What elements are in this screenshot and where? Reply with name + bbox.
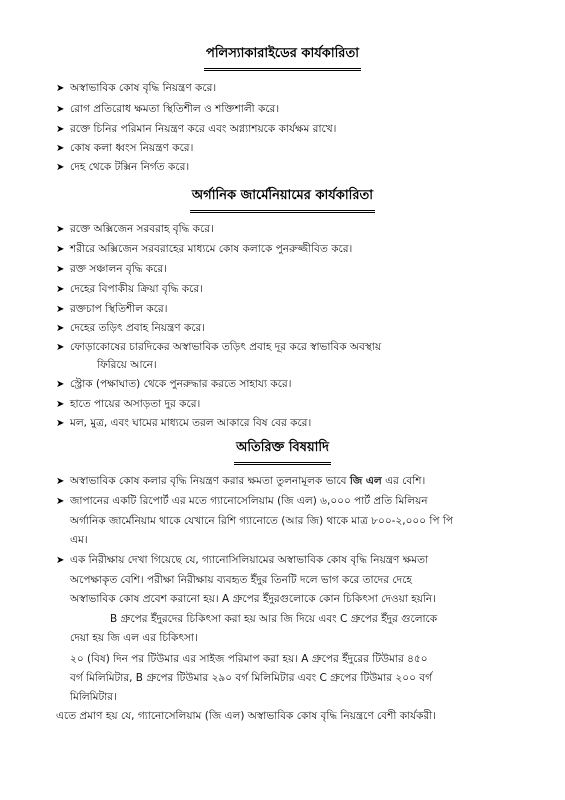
bullet-text: দেহের বিপাকীয় ক্রিয়া বৃদ্ধি করে।: [70, 283, 203, 295]
arrow-bullet-icon: ➤: [56, 342, 65, 353]
bullet-text: ফোড়াকোষের চারদিকের অস্বাভাবিক তড়িৎ প্রবাহ দূর করে স্বাভাবিক অবস্থায়: [70, 341, 382, 353]
arrow-bullet-icon: ➤: [56, 476, 65, 487]
arrow-bullet-icon: ➤: [56, 264, 65, 275]
bullet-item: [56, 141, 193, 156]
bullet-text: রক্তচাপ স্থিতিশীল করে।: [70, 303, 168, 315]
bullet-text: রোগ প্রতিরোধ ক্ষমতা স্থিতিশীল ও শক্তিশালী করে।: [70, 103, 280, 115]
bullet-item: [56, 340, 381, 355]
bullet-text: দেহ থেকে টক্সিন নির্গত করে।: [70, 161, 190, 173]
bullet-item: [56, 160, 189, 175]
arrow-bullet-icon: ➤: [56, 555, 65, 566]
arrow-bullet-icon: ➤: [56, 399, 65, 410]
bullet-text: হাতে পায়ের অসাড়তা দুর করে।: [70, 398, 201, 410]
paragraph-line: মিলিমিটার।: [70, 691, 117, 703]
bullet-item: [56, 474, 425, 489]
bullet-item: [56, 397, 200, 412]
arrow-bullet-icon: ➤: [56, 143, 65, 154]
paragraph-line: B গ্রুপের ইঁদুরদের চিকিৎসা করা হয় আর জি দিয়ে এবং C গ্রুপের ইঁদুর গুলোকে: [110, 613, 438, 625]
heading-text: অতিরিক্ত বিষয়াদি: [234, 438, 331, 465]
bullet-text: অস্বাভাবিক কোষ বৃদ্ধি নিয়ন্ত্রণ করে।: [70, 82, 217, 94]
paragraph-line: অপেক্ষাকৃত বেশি। পরীক্ষা নিরীক্ষায় ব্যবহৃত ইঁদুর তিনটি দলে ভাগ করে তাদের দেহে: [70, 574, 412, 586]
section-heading-polysaccharide: [0, 44, 565, 71]
bullet-item: [56, 494, 428, 509]
bullet-item: [56, 222, 214, 237]
arrow-bullet-icon: ➤: [56, 224, 65, 235]
arrow-bullet-icon: ➤: [56, 323, 65, 334]
conclusion-line: এতে প্রমাণ হয় যে, গ্যানোসেলিয়াম (জি এল) অস্বাভাবিক কোষ বৃদ্ধি নিয়ন্ত্রণে বেশী কার্যকরী।: [56, 710, 437, 722]
arrow-bullet-icon: ➤: [56, 244, 65, 255]
paragraph-line: দেয়া হয় জি এল এর চিকিৎসা।: [70, 632, 198, 644]
bullet-item: [56, 102, 279, 117]
arrow-bullet-icon: ➤: [56, 304, 65, 315]
paragraph-line: এম।: [70, 534, 88, 546]
bullet-item: [56, 321, 205, 336]
bullet-text: রক্তে চিনির পরিমান নিয়ন্ত্রণ করে এবং অগ্ন্যাশয়কে কার্যক্ষম রাখে।: [70, 123, 337, 135]
bullet-text: স্ট্রোক (পক্ষাঘাত) থেকে পুনরুদ্ধার করতে সাহায্য করে।: [70, 378, 292, 390]
bullet-item: [56, 416, 311, 431]
paragraph-line: অর্গানিক জার্মেনিয়াম থাকে যেখানে রিশি গ্যানোতে (আর জি) থাকে মাত্র ৮০০-২,০০০ পি পি: [70, 515, 454, 527]
arrow-bullet-icon: ➤: [56, 496, 65, 507]
bullet-item: [56, 282, 203, 297]
heading-text: পলিস্যাকারাইডের কার্যকারিতা: [204, 44, 361, 71]
bullet-text: রক্তে অক্সিজেন সরবরাহ বৃদ্ধি করে।: [70, 223, 214, 235]
bullet-text-tail: এর বেশি।: [381, 475, 426, 487]
heading-text: অর্গানিক জার্মেনিয়ামের কার্যকারিতা: [190, 186, 375, 213]
bullet-item: [56, 553, 428, 568]
bullet-text: কোষ কলা ধ্বংস নিয়ন্ত্রণ করে।: [70, 142, 194, 154]
paragraph-line: ২০ (বিষ) দিন পর টিউমার এর সাইজ পরিমাপ করা হয়। A গ্রুপের ইঁদুরের টিউমার ৪৫০: [70, 653, 428, 665]
arrow-bullet-icon: ➤: [56, 162, 65, 173]
bold-term: জি এল: [349, 475, 382, 487]
bullet-item: [56, 242, 352, 257]
bullet-item: [56, 262, 167, 277]
bullet-item: [56, 122, 336, 137]
paragraph-line: অস্বাভাবিক কোষ প্রবেশ করানো হয়। A গ্রুপের ইঁদুরগুলোকে কোন চিকিৎসা দেওয়া হয়নি।: [70, 593, 436, 605]
arrow-bullet-icon: ➤: [56, 284, 65, 295]
arrow-bullet-icon: ➤: [56, 83, 65, 94]
arrow-bullet-icon: ➤: [56, 124, 65, 135]
bullet-text: শরীরে অক্সিজেন সরবরাহের মাধ্যমে কোষ কলাকে পুনরুজ্জীবিত করে।: [70, 243, 353, 255]
bullet-text: মল, মুত্র, এবং ঘামের মাধ্যমে তরল আকারে বিষ বের করে।: [70, 417, 312, 429]
section-heading-germanium: [0, 186, 565, 213]
bullet-item: [56, 377, 291, 392]
arrow-bullet-icon: ➤: [56, 379, 65, 390]
bullet-continuation: ফিরিয়ে আনে।: [97, 359, 157, 371]
bullet-text: রক্ত সঞ্চালন বৃদ্ধি করে।: [70, 263, 167, 275]
bullet-item: [56, 302, 167, 317]
bullet-text: অস্বাভাবিক কোষ কলার বৃদ্ধি নিয়ন্ত্রণ করার ক্ষমতা তুলনামূলক ভাবে: [70, 475, 350, 487]
bullet-text: দেহের তড়িৎ প্রবাহ নিয়ন্ত্রণ করে।: [70, 322, 206, 334]
bullet-text: এক নিরীক্ষায় দেখা গিয়েছে যে, গ্যানোসিলিয়ামের অস্বাভাবিক কোষ বৃদ্ধি নিয়ন্ত্রণ ক্ষমতা: [70, 554, 428, 566]
arrow-bullet-icon: ➤: [56, 418, 65, 429]
paragraph-line: বর্গ মিলিমিটার, B গ্রুপের টিউমার ২৯০ বর্গ মিলিমিটার এবং C গ্রুপের টিউমার ২০০ বর্গ: [70, 672, 432, 684]
section-heading-additional: [0, 438, 565, 465]
arrow-bullet-icon: ➤: [56, 104, 65, 115]
bullet-text: জাপানের একটি রিপোর্ট এর মতে গ্যানোসেলিয়াম (জি এল) ৬,০০০ পার্ট প্রতি মিলিয়ন: [70, 495, 428, 507]
bullet-item: [56, 81, 216, 96]
